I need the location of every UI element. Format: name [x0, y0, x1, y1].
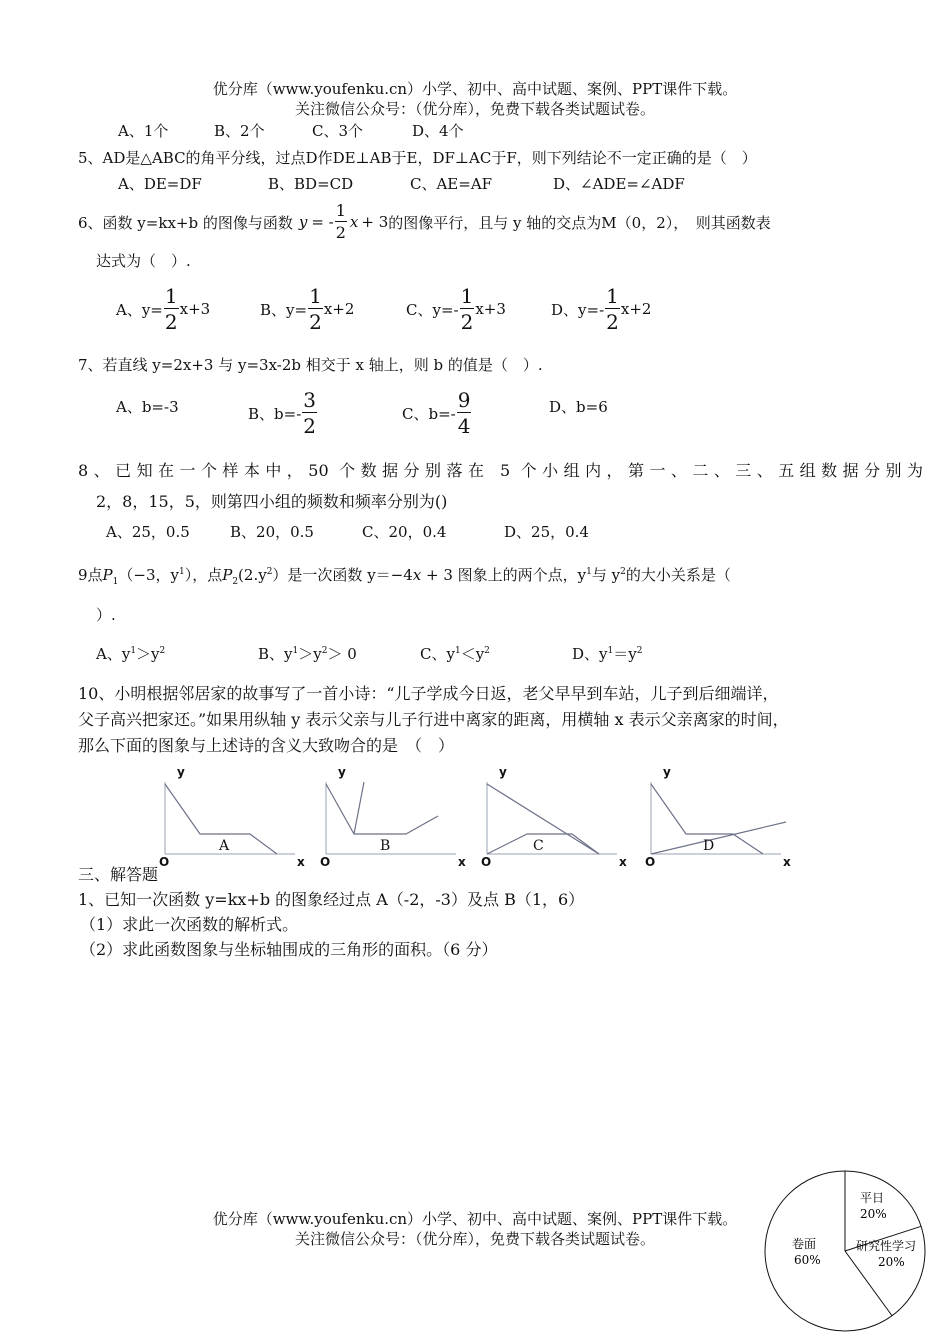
q6-option-d-den: 2	[606, 310, 619, 334]
q9-option-b	[258, 643, 357, 664]
graph-a-option-label: A	[219, 838, 230, 854]
section-3-title: 三、解答题	[78, 865, 159, 884]
q10-graph-d	[641, 762, 801, 872]
q10-graph-b	[316, 762, 476, 872]
q4-option-c: C、3个	[312, 122, 364, 140]
graph-b-x-label: x	[458, 855, 466, 869]
section-3-q1-part-2: （2）求此函数图象与坐标轴围成的三角形的面积。（6 分）	[80, 940, 498, 959]
q9-t8: 的大小关系是（	[625, 566, 731, 584]
q9-t7: 与 y	[591, 566, 621, 584]
q6-func-x: x	[349, 213, 359, 231]
q6-option-c-fraction	[460, 286, 475, 332]
graph-d-option-label: D	[703, 838, 715, 854]
q9-option-b-pre: B、y	[258, 645, 293, 663]
q9-t5-x: x	[412, 566, 422, 584]
graph-a-origin: O	[159, 855, 170, 869]
q7-option-c	[402, 390, 472, 436]
q6-option-d-post: x+2	[620, 300, 652, 318]
q5-stem: 5、AD是△ABC的角平分线，过点D作DE⊥AB于E，DF⊥AC于F，则下列结论不一定正确的是（ ）	[78, 149, 757, 167]
q6-option-b-fraction	[308, 286, 323, 332]
q9-option-a	[96, 643, 165, 664]
q6-option-d-pre: D、y=-	[551, 300, 605, 319]
q9-stem	[78, 564, 731, 587]
q9-t2: （−3，y	[118, 566, 179, 584]
graph-d-y-label: y	[663, 765, 671, 779]
q6-stem-c: 达式为（ ）.	[96, 252, 191, 270]
q6-option-a-post: x+3	[179, 300, 211, 318]
graph-c-option-label: C	[533, 838, 544, 854]
footer-line-1: 优分库（www.youfenku.cn）小学、初中、高中试题、案例、PPT课件下载。	[212, 1210, 738, 1228]
pie-pct-paper: 60%	[794, 1253, 821, 1267]
pie-label-paper: 卷面	[792, 1237, 817, 1251]
q6-option-a-pre: A、y=	[116, 300, 163, 319]
q9-p1: P	[102, 566, 113, 584]
graph-a-y-label: y	[177, 765, 185, 779]
q7-option-c-num: 9	[457, 388, 471, 412]
q9-option-d-pre: D、y	[572, 645, 608, 663]
q9-t5: ）是一次函数 y＝−4	[272, 566, 413, 584]
q9-option-a-mid: ＞y	[136, 645, 160, 663]
q6-stem-fraction	[335, 203, 347, 241]
q9-option-b-mid: ＞y	[298, 645, 322, 663]
graph-d-origin: O	[645, 855, 656, 869]
pie-pct-research: 20%	[878, 1255, 905, 1269]
graph-c-y-label: y	[499, 765, 507, 779]
q6-option-b-pre: B、y=	[260, 300, 308, 319]
q8-option-c: C、20，0.4	[362, 523, 447, 541]
q9-option-d	[572, 643, 642, 664]
q9-t7-sup: 2	[620, 567, 626, 577]
q6-frac-numerator: 1	[335, 201, 346, 220]
q5-option-a: A、DE=DF	[118, 175, 202, 193]
q8-option-d: D、25，0.4	[504, 523, 589, 541]
q8-stem-a: 8、已知在一个样本中，50 个数据分别落在 5 个小组内，第一、二、三、五组数据分别为	[78, 461, 923, 480]
score-pie-chart	[760, 1168, 930, 1334]
q9-option-c-mid: ＜y	[460, 645, 485, 663]
q9-t1: 9点	[78, 566, 103, 584]
q7-option-b-num: 3	[303, 388, 316, 412]
pie-label-weekday: 平日	[860, 1191, 885, 1205]
q6-option-b-num: 1	[309, 284, 322, 308]
q5-option-b: B、BD=CD	[268, 175, 354, 193]
q4-option-d: D、4个	[412, 122, 464, 140]
q9-option-d-s2: 2	[636, 646, 643, 656]
q6-option-c-num: 1	[460, 284, 474, 308]
q10-line-3: 那么下面的图象与上述诗的含义大致吻合的是 （ ）	[78, 736, 455, 755]
q6-func-tail: + 3	[361, 213, 389, 231]
graph-c-origin: O	[481, 855, 492, 869]
q7-option-b-fraction	[302, 390, 317, 436]
q6-option-c-post: x+3	[475, 300, 506, 318]
q6-stem-b: 的图像平行，且与 y 轴的交点为M（0，2）， 则其函数表	[388, 213, 771, 232]
q9-option-b-s1: 1	[292, 646, 299, 656]
q7-option-c-pre: C、b=-	[402, 404, 456, 423]
q7-option-b-den: 2	[303, 414, 316, 438]
q6-stem-a: 6、函数 y=kx+b 的图像与函数	[78, 213, 293, 232]
graph-b-option-label: B	[380, 838, 391, 854]
graph-d-line-2	[651, 822, 786, 854]
q9-option-c	[420, 643, 490, 664]
q9-option-b-post: ＞ 0	[327, 645, 357, 663]
q6-option-a-fraction	[164, 286, 179, 332]
q9-option-c-pre: C、y	[420, 645, 455, 663]
q8-option-b: B、20，0.5	[230, 523, 314, 541]
graph-b-origin: O	[320, 855, 331, 869]
graph-d-x-label: x	[783, 855, 791, 869]
q7-option-a: A、b=-3	[116, 398, 179, 416]
q6-func-y: y	[298, 213, 308, 231]
footer-line-2: 关注微信公众号：（优分库），免费下载各类试题试卷。	[294, 1230, 655, 1248]
q6-option-b-den: 2	[309, 310, 322, 334]
q9-t4: (2.y	[238, 566, 267, 584]
q10-graph-c	[477, 762, 637, 872]
q9-option-a-s2: 2	[159, 646, 166, 656]
q4-option-b: B、2个	[214, 122, 265, 140]
q9-t4-sup: 2	[266, 567, 273, 577]
graph-b-line-2	[354, 782, 364, 834]
graph-c-x-label: x	[619, 855, 627, 869]
q6-option-a-num: 1	[164, 284, 178, 308]
q9-option-b-s2: 2	[321, 646, 328, 656]
q7-option-d: D、b=6	[549, 398, 608, 416]
q6-option-c	[406, 286, 506, 332]
q9-option-d-s1: 1	[607, 646, 614, 656]
q6-option-b	[260, 286, 354, 332]
q8-option-a: A、25，0.5	[106, 523, 190, 541]
q4-option-a: A、1个	[118, 122, 169, 140]
graph-a-x-label: x	[297, 855, 305, 869]
q9-option-d-mid: ＝y	[613, 645, 637, 663]
q9-t6-sup: 1	[586, 567, 592, 577]
q9-tail: ）.	[96, 606, 116, 624]
q9-p2: P	[222, 566, 233, 584]
q7-option-b	[248, 390, 318, 436]
header-line-2: 关注微信公众号：（优分库），免费下载各类试题试卷。	[294, 100, 655, 118]
q9-t3: ），点	[184, 566, 223, 584]
q6-option-b-post: x+2	[323, 300, 355, 318]
q10-line-1: 10、小明根据邻居家的故事写了一首小诗：“儿子学成今日返，老父早早到车站，儿子到后细端详，	[78, 684, 779, 703]
q7-stem: 7、若直线 y=2x+3 与 y=3x-2b 相交于 x 轴上，则 b 的值是（ ）.	[78, 356, 543, 374]
q9-option-a-pre: A、y	[96, 645, 131, 663]
q6-frac-denominator: 2	[335, 223, 346, 242]
q9-t6: + 3 图象上的两个点，y	[421, 566, 587, 584]
pie-label-research: 研究性学习	[856, 1239, 917, 1253]
graph-b-y-label: y	[338, 765, 346, 779]
q7-option-b-pre: B、b=-	[248, 404, 302, 423]
q6-option-c-pre: C、y=-	[406, 300, 459, 319]
section-3-q1-part-1: （1）求此一次函数的解析式。	[80, 915, 299, 934]
q9-option-a-s1: 1	[130, 646, 137, 656]
q6-option-d-num: 1	[606, 284, 619, 308]
header-line-1: 优分库（www.youfenku.cn）小学、初中、高中试题、案例、PPT课件下载。	[212, 80, 738, 98]
q6-option-a	[116, 286, 210, 332]
q6-option-d-fraction	[605, 286, 620, 332]
q5-option-d: D、∠ADE=∠ADF	[553, 175, 685, 193]
q6-option-a-den: 2	[164, 310, 178, 334]
q9-option-c-s2: 2	[484, 646, 490, 656]
q6-stem	[78, 200, 771, 244]
section-3-q1: 1、已知一次函数 y=kx+b 的图象经过点 A（-2，-3）及点 B（1，6）	[78, 890, 585, 909]
q9-t2-sup: 1	[178, 567, 185, 577]
q6-func-eq: = -	[311, 213, 334, 231]
graph-b-line	[326, 784, 438, 834]
q6-option-d	[551, 286, 651, 332]
q9-p1-sub: 1	[112, 577, 119, 587]
q10-graph-a	[155, 762, 315, 872]
q9-p2-sub: 2	[232, 577, 239, 587]
pie-pct-weekday: 20%	[860, 1207, 887, 1221]
q7-option-c-den: 4	[457, 414, 471, 438]
q8-stem-b: 2，8，15，5，则第四小组的频数和频率分别为()	[96, 492, 448, 511]
q7-option-c-fraction	[457, 390, 472, 436]
q9-option-c-s1: 1	[454, 646, 461, 656]
q5-option-c: C、AE=AF	[410, 175, 493, 193]
q10-line-2: 父子高兴把家还。”如果用纵轴 y 表示父亲与儿子行进中离家的距离，用横轴 x 表示父亲离家的时间，	[78, 710, 789, 729]
q6-option-c-den: 2	[460, 310, 474, 334]
